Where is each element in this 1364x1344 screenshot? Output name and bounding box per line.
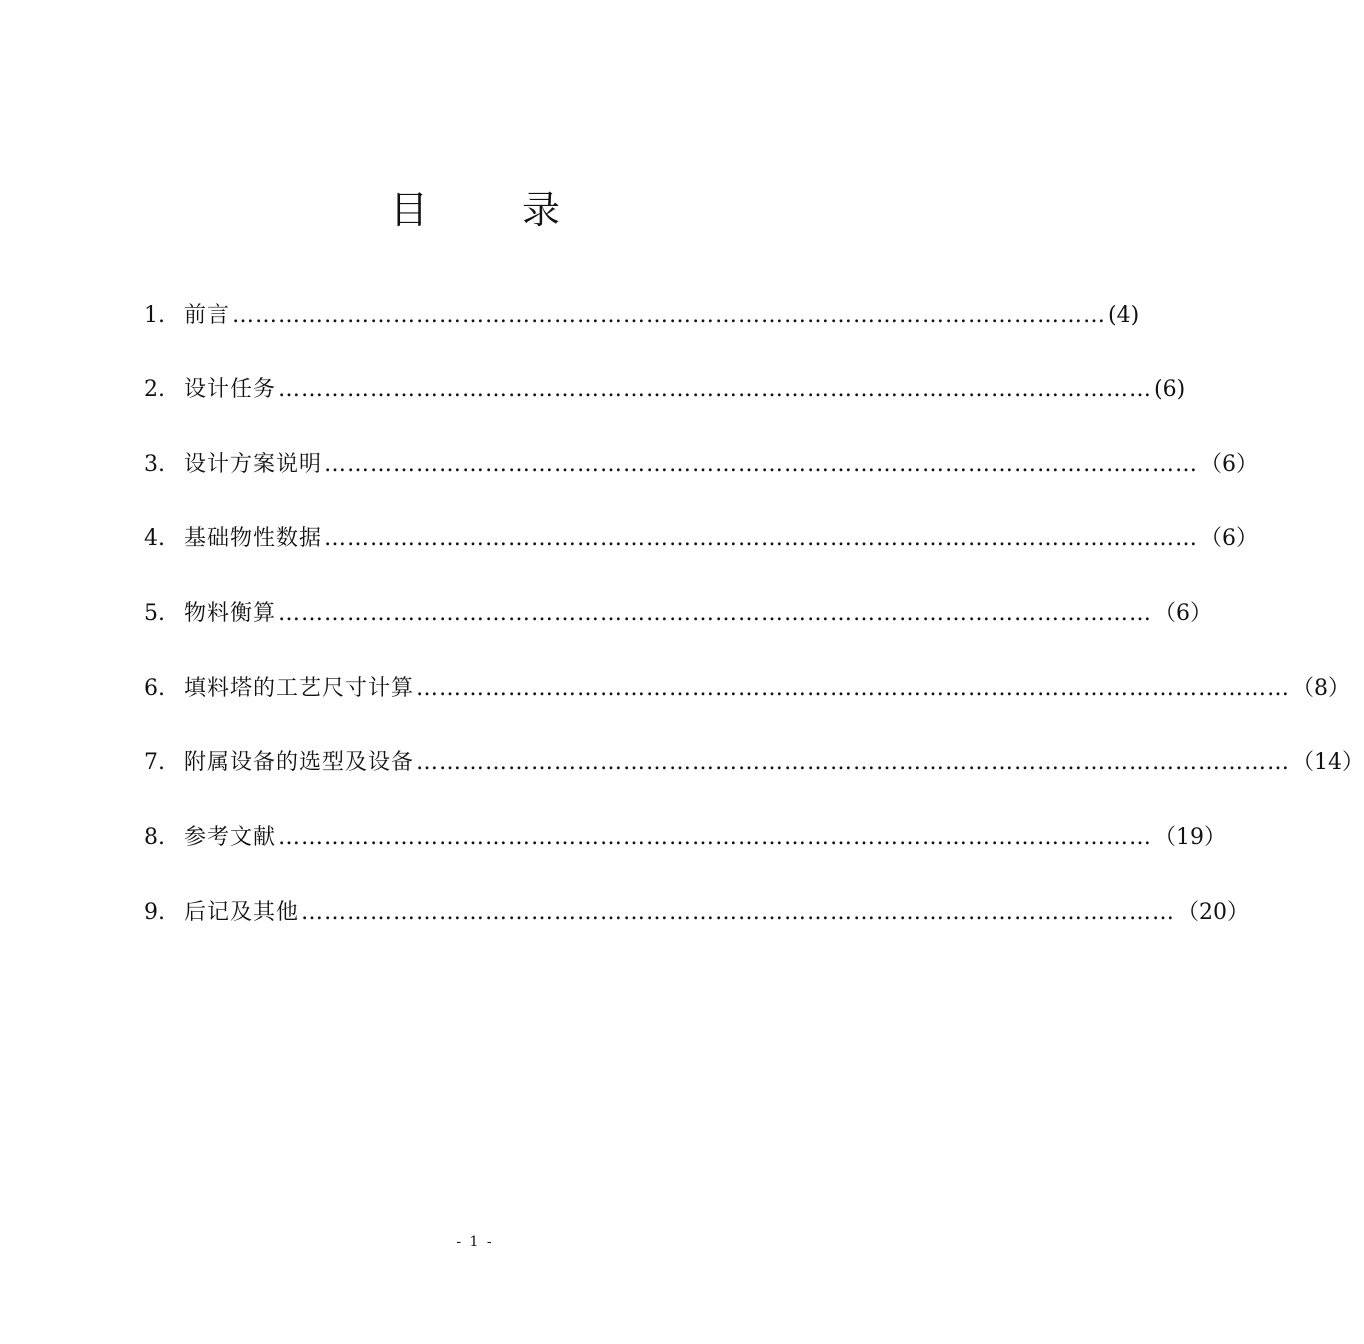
dot-leader: …………………………………………………………………………………………………… <box>416 676 1291 701</box>
toc-entry-3[interactable] <box>144 447 1259 483</box>
toc-entry-page: （6） <box>1200 452 1259 477</box>
dot-leader: …………………………………………………………………………………………………… <box>232 303 1107 328</box>
toc-entry-number: 7. <box>144 750 165 775</box>
toc-title-char-2: 录 <box>522 188 561 232</box>
toc-entry-label: 填料塔的工艺尺寸计算 <box>184 676 415 701</box>
dot-leader: …………………………………………………………………………………………………… <box>324 526 1199 551</box>
toc-entry-page: （20） <box>1177 900 1250 925</box>
toc-entry-number: 2. <box>144 377 165 402</box>
toc-entry-page: （19） <box>1154 825 1227 850</box>
dot-leader: …………………………………………………………………………………………………… <box>278 825 1153 850</box>
toc-entry-page: (4) <box>1108 303 1140 328</box>
toc-entry-label: 基础物性数据 <box>184 526 323 551</box>
toc-entry-4[interactable] <box>144 521 1259 557</box>
toc-entry-number: 3. <box>144 452 165 477</box>
dot-leader: …………………………………………………………………………………………………… <box>301 900 1176 925</box>
dot-leader: …………………………………………………………………………………………………… <box>278 601 1153 626</box>
toc-entry-number: 1. <box>144 303 165 328</box>
toc-entry-label: 附属设备的选型及设备 <box>184 750 415 775</box>
toc-entry-page: （8） <box>1292 676 1351 701</box>
toc-entry-5[interactable] <box>144 596 1213 632</box>
toc-entry-number: 9. <box>144 900 165 925</box>
toc-entry-label: 设计方案说明 <box>184 452 323 477</box>
toc-entry-page: （14） <box>1292 750 1364 775</box>
toc-entry-page: （6） <box>1200 526 1259 551</box>
toc-entry-label: 前言 <box>184 303 231 328</box>
toc-entry-label: 后记及其他 <box>184 900 300 925</box>
toc-entry-number: 5. <box>144 601 165 626</box>
dot-leader: …………………………………………………………………………………………………… <box>416 750 1291 775</box>
toc-entry-number: 4. <box>144 526 165 551</box>
toc-entry-9[interactable] <box>144 895 1250 931</box>
toc-entry-number: 8. <box>144 825 165 850</box>
toc-entry-label: 参考文献 <box>184 825 277 850</box>
toc-title-char-1: 目 <box>390 188 429 232</box>
toc-entry-1[interactable] <box>144 298 1140 334</box>
dot-leader: …………………………………………………………………………………………………… <box>278 377 1153 402</box>
toc-entry-page: (6) <box>1154 377 1186 402</box>
toc-entry-label: 设计任务 <box>184 377 277 402</box>
toc-entry-label: 物料衡算 <box>184 601 277 626</box>
page-number: - 1 - <box>456 1234 494 1250</box>
toc-entry-2[interactable] <box>144 372 1186 408</box>
toc-entry-page: （6） <box>1154 601 1213 626</box>
toc-entry-number: 6. <box>144 676 165 701</box>
toc-entry-8[interactable] <box>144 820 1227 856</box>
toc-entry-6[interactable] <box>144 671 1351 707</box>
dot-leader: …………………………………………………………………………………………………… <box>324 452 1199 477</box>
toc-entry-7[interactable] <box>144 745 1364 781</box>
